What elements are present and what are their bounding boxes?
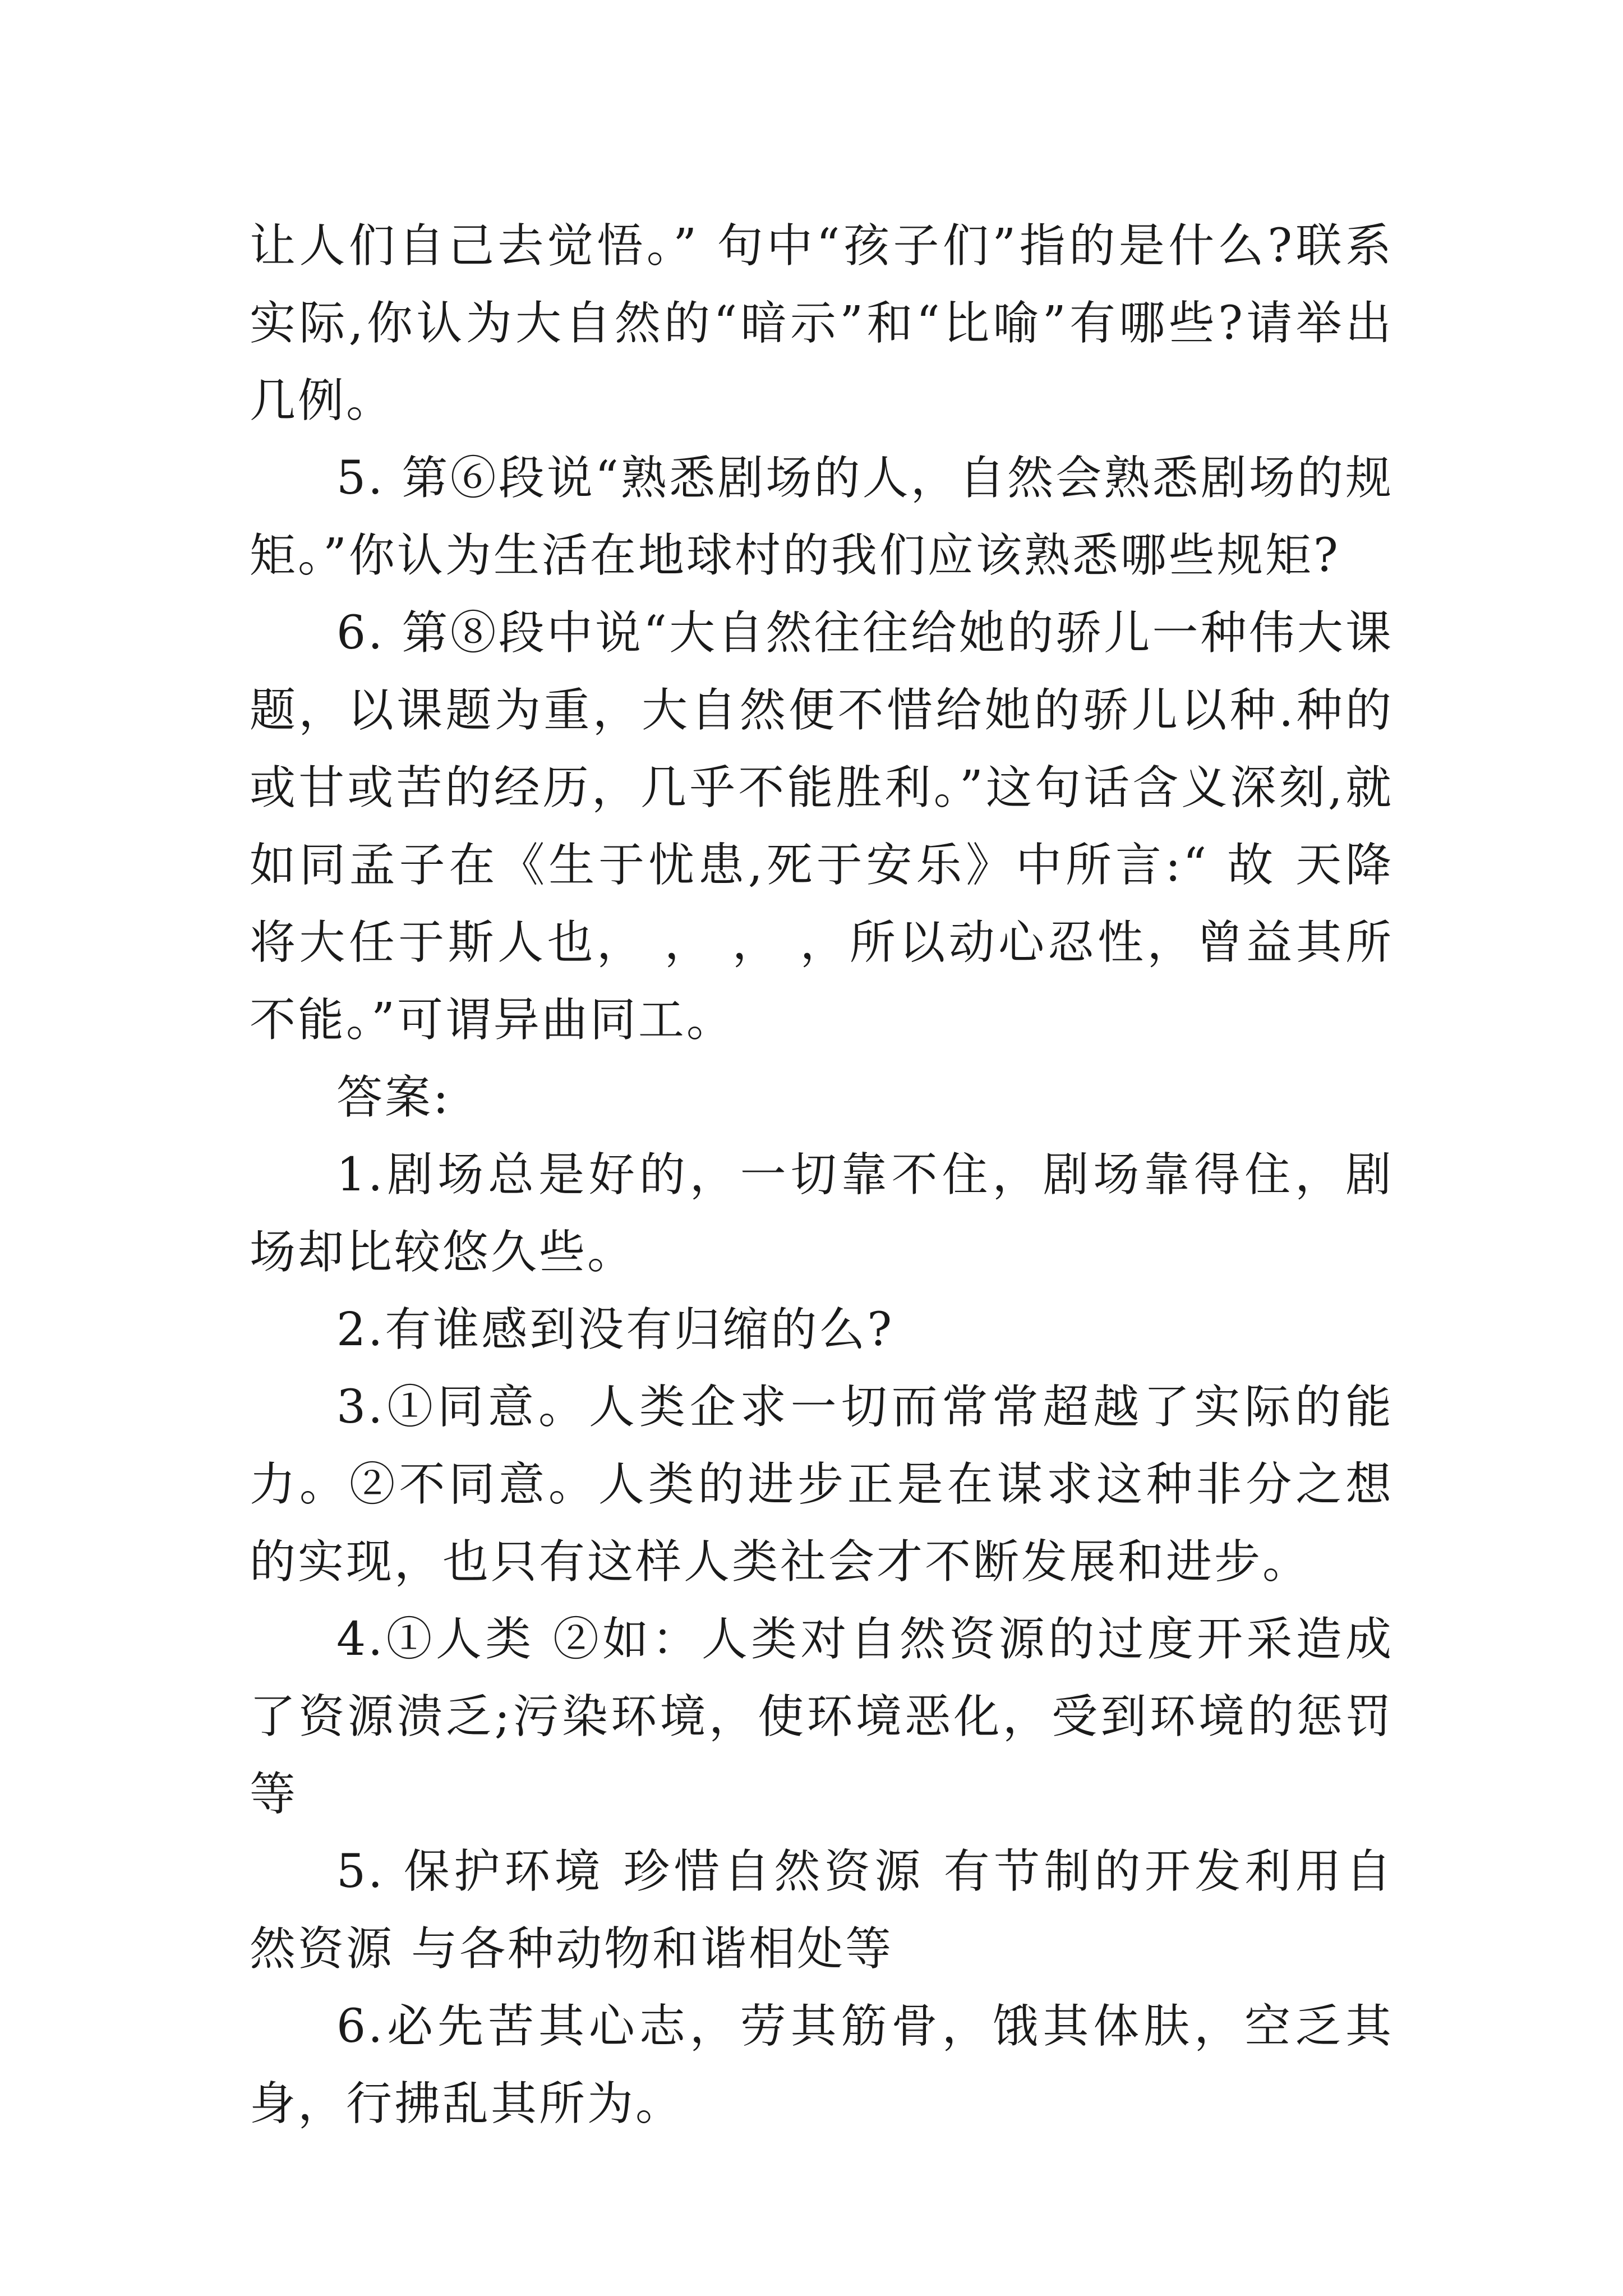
answer-5: 5. 保护环境 珍惜自然资源 有节制的开发利用自然资源 与各种动物和谐相处等 <box>250 1845 1394 1976</box>
answers-heading: 答案: <box>336 1071 451 1124</box>
document-body <box>250 208 1394 2143</box>
answer-2: 2.有谁感到没有归缩的么? <box>336 1303 895 1356</box>
answer-3: 3.①同意。人类企求一切而常常超越了实际的能力。②不同意。人类的进步正是在谋求这种非分之想的实现，也只有这样人类社会才不断发展和进步。 <box>250 1381 1394 1589</box>
answer-6: 6.必先苦其心志，劳其筋骨，饿其体肤，空乏其身，行拂乱其所为。 <box>250 2000 1394 2131</box>
answer-1: 1.剧场总是好的，一切靠不住，剧场靠得住，剧场却比较悠久些。 <box>250 1148 1394 1279</box>
answer-4: 4.①人类 ②如：人类对自然资源的过度开采造成了资源溃乏;污染环境，使环境恶化，受到环境的惩罚等 <box>250 1613 1394 1821</box>
paragraph-question-5: 5. 第⑥段说“熟悉剧场的人，自然会熟悉剧场的规矩。”你认为生活在地球村的我们应该熟悉哪些规矩? <box>250 452 1394 582</box>
paragraph-question-6: 6. 第⑧段中说“大自然往往给她的骄儿一种伟大课题，以课题为重，大自然便不惜给她的骄儿以种.种的或甘或苦的经历，几乎不能胜利。”这句话含义深刻,就如同孟子在《生于忧患,死于安乐》中所言:“ 故 天降将大任于斯人也， ， ， ，所以动心忍性，曾益其所不能。”可谓异曲同工。 <box>250 606 1394 1047</box>
paragraph-question-4-continued: 让人们自己去觉悟。” 句中“孩子们”指的是什么?联系实际,你认为大自然的“暗示”和“比喻”有哪些?请举出几例。 <box>250 219 1394 427</box>
